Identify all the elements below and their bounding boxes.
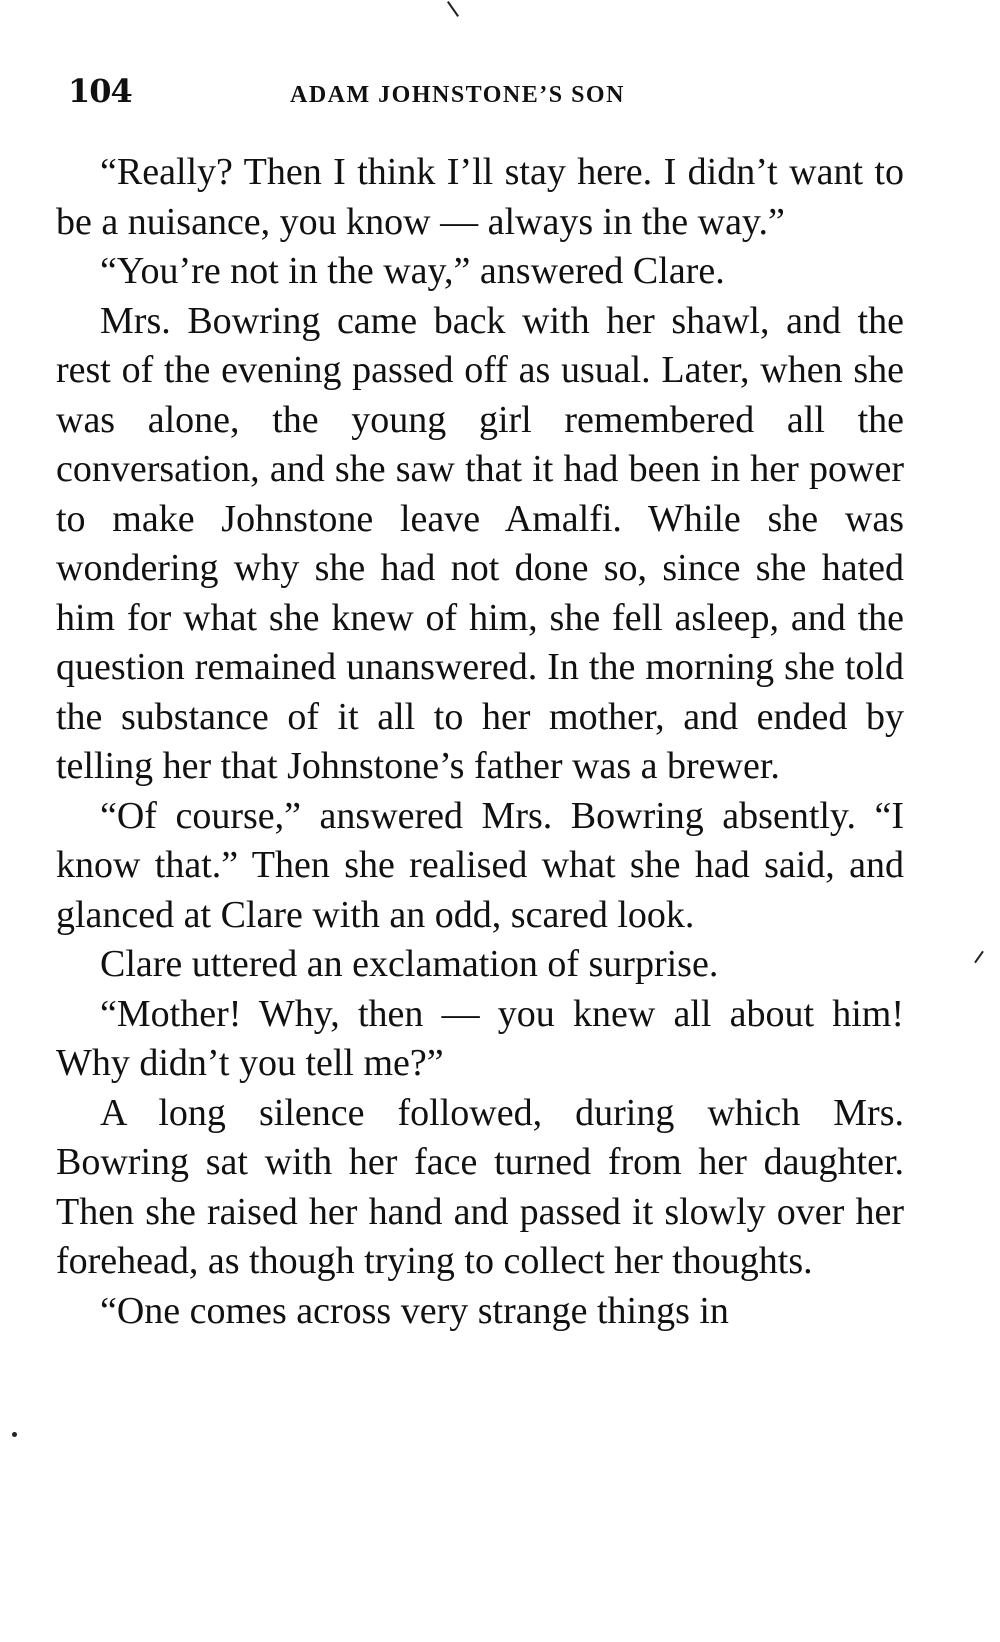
paragraph: A long silence followed, during which Mrs. Bowring sat with her face turned from her daughter. Then she raised her hand and passed it slowly over her forehead, as though trying to collect her thoughts.	[56, 1091, 904, 1282]
paragraph: “Of course,” answered Mrs. Bowring absently. “I know that.” Then she realised what she had said, and glanced at Clare with an odd, scared look.	[56, 794, 904, 936]
stray-ink-mark	[974, 951, 984, 964]
paragraph: “Mother! Why, then — you knew all about him! Why didn’t you tell me?”	[56, 992, 904, 1084]
stray-ink-mark	[447, 1, 459, 17]
paragraph: Mrs. Bowring came back with her shawl, and the rest of the evening passed off as usual. Later, when she was alone, the young girl remembered all the conversation, and she saw that it had been in her power to make Johnstone leave Amalfi. While she was wondering why she had not done so, since she hated him for what she knew of him, she fell asleep, and the question remained unanswered. In the morning she told the substance of it all to her mother, and ended by telling her that Johnstone’s father was a brewer.	[56, 299, 904, 787]
body-text	[56, 148, 904, 1336]
running-title: ADAM JOHNSTONE’S SON	[290, 82, 625, 108]
paragraph: “Really? Then I think I’ll stay here. I didn’t want to be a nuisance, you know — always in the way.”	[56, 151, 904, 243]
paragraph: Clare uttered an exclamation of surprise.	[100, 943, 719, 985]
page-header	[60, 72, 920, 116]
page-number: 104	[68, 72, 132, 110]
stray-ink-dot	[12, 1432, 17, 1437]
paragraph: “You’re not in the way,” answered Clare.	[100, 250, 725, 292]
paragraph: “One comes across very strange things in	[100, 1289, 729, 1332]
